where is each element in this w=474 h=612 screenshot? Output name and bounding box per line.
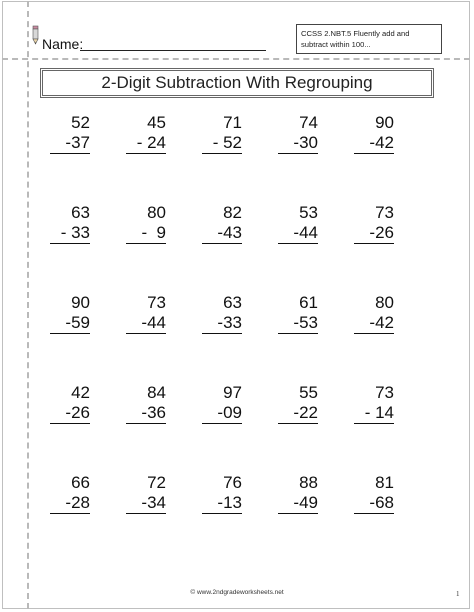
copyright-footer: © www.2ndgradeworksheets.net	[190, 589, 284, 596]
minuend: 90	[71, 293, 90, 312]
name-label: Name:	[42, 36, 84, 52]
minuend: 74	[299, 113, 318, 132]
minuend: 73	[375, 383, 394, 402]
subtraction-problem	[50, 113, 90, 154]
subtraction-problem	[50, 383, 90, 424]
subtrahend: - 52	[202, 133, 242, 154]
subtrahend: - 9	[126, 223, 166, 244]
standard-text-line-1: CCSS 2.NBT.5 Fluently add and	[301, 29, 410, 38]
subtraction-problem	[354, 293, 394, 334]
subtrahend: -34	[126, 493, 166, 514]
subtraction-problem	[50, 293, 90, 334]
worksheet-title: 2-Digit Subtraction With Regrouping	[40, 68, 434, 98]
subtraction-problem	[202, 383, 242, 424]
minuend: 63	[223, 293, 242, 312]
subtraction-problem	[202, 203, 242, 244]
minuend: 80	[375, 293, 394, 312]
subtraction-problem	[202, 473, 242, 514]
minuend: 76	[223, 473, 242, 492]
subtrahend: -33	[202, 313, 242, 334]
subtrahend: - 14	[354, 403, 394, 424]
subtraction-problem	[354, 203, 394, 244]
subtrahend: -68	[354, 493, 394, 514]
subtrahend: -43	[202, 223, 242, 244]
minuend: 53	[299, 203, 318, 222]
subtrahend: -13	[202, 493, 242, 514]
subtraction-problem	[278, 473, 318, 514]
subtraction-problem	[126, 293, 166, 334]
subtraction-problem	[278, 113, 318, 154]
minuend: 82	[223, 203, 242, 222]
subtrahend: -26	[50, 403, 90, 424]
minuend: 97	[223, 383, 242, 402]
pencil-icon	[29, 25, 43, 45]
minuend: 71	[223, 113, 242, 132]
horizontal-guide-line	[2, 58, 470, 60]
subtraction-problem	[278, 383, 318, 424]
minuend: 80	[147, 203, 166, 222]
subtraction-problem	[126, 113, 166, 154]
subtraction-problem	[50, 203, 90, 244]
minuend: 63	[71, 203, 90, 222]
subtraction-problem	[354, 383, 394, 424]
page-number: 1	[456, 590, 460, 598]
subtraction-problem	[202, 293, 242, 334]
name-entry-line[interactable]	[80, 50, 266, 51]
subtrahend: -22	[278, 403, 318, 424]
subtraction-problem	[126, 383, 166, 424]
subtraction-problem	[354, 113, 394, 154]
subtraction-problem	[126, 203, 166, 244]
subtrahend: -36	[126, 403, 166, 424]
subtrahend: -37	[50, 133, 90, 154]
subtrahend: -28	[50, 493, 90, 514]
minuend: 73	[147, 293, 166, 312]
minuend: 84	[147, 383, 166, 402]
subtrahend: -42	[354, 313, 394, 334]
minuend: 73	[375, 203, 394, 222]
subtrahend: -30	[278, 133, 318, 154]
subtrahend: -09	[202, 403, 242, 424]
subtraction-problem	[278, 203, 318, 244]
minuend: 45	[147, 113, 166, 132]
minuend: 72	[147, 473, 166, 492]
minuend: 81	[375, 473, 394, 492]
subtraction-problem	[50, 473, 90, 514]
subtrahend: -44	[278, 223, 318, 244]
standard-box	[296, 24, 442, 54]
subtrahend: -26	[354, 223, 394, 244]
subtraction-problem	[278, 293, 318, 334]
subtrahend: -49	[278, 493, 318, 514]
subtrahend: - 24	[126, 133, 166, 154]
subtrahend: -44	[126, 313, 166, 334]
minuend: 88	[299, 473, 318, 492]
minuend: 42	[71, 383, 90, 402]
subtraction-problem	[126, 473, 166, 514]
subtraction-problem	[202, 113, 242, 154]
minuend: 90	[375, 113, 394, 132]
minuend: 52	[71, 113, 90, 132]
minuend: 66	[71, 473, 90, 492]
minuend: 55	[299, 383, 318, 402]
subtrahend: -53	[278, 313, 318, 334]
subtrahend: -42	[354, 133, 394, 154]
subtrahend: - 33	[50, 223, 90, 244]
subtrahend: -59	[50, 313, 90, 334]
standard-text-line-2: subtract within 100...	[301, 40, 371, 49]
minuend: 61	[299, 293, 318, 312]
subtraction-problem	[354, 473, 394, 514]
vertical-guide-line	[27, 1, 29, 609]
